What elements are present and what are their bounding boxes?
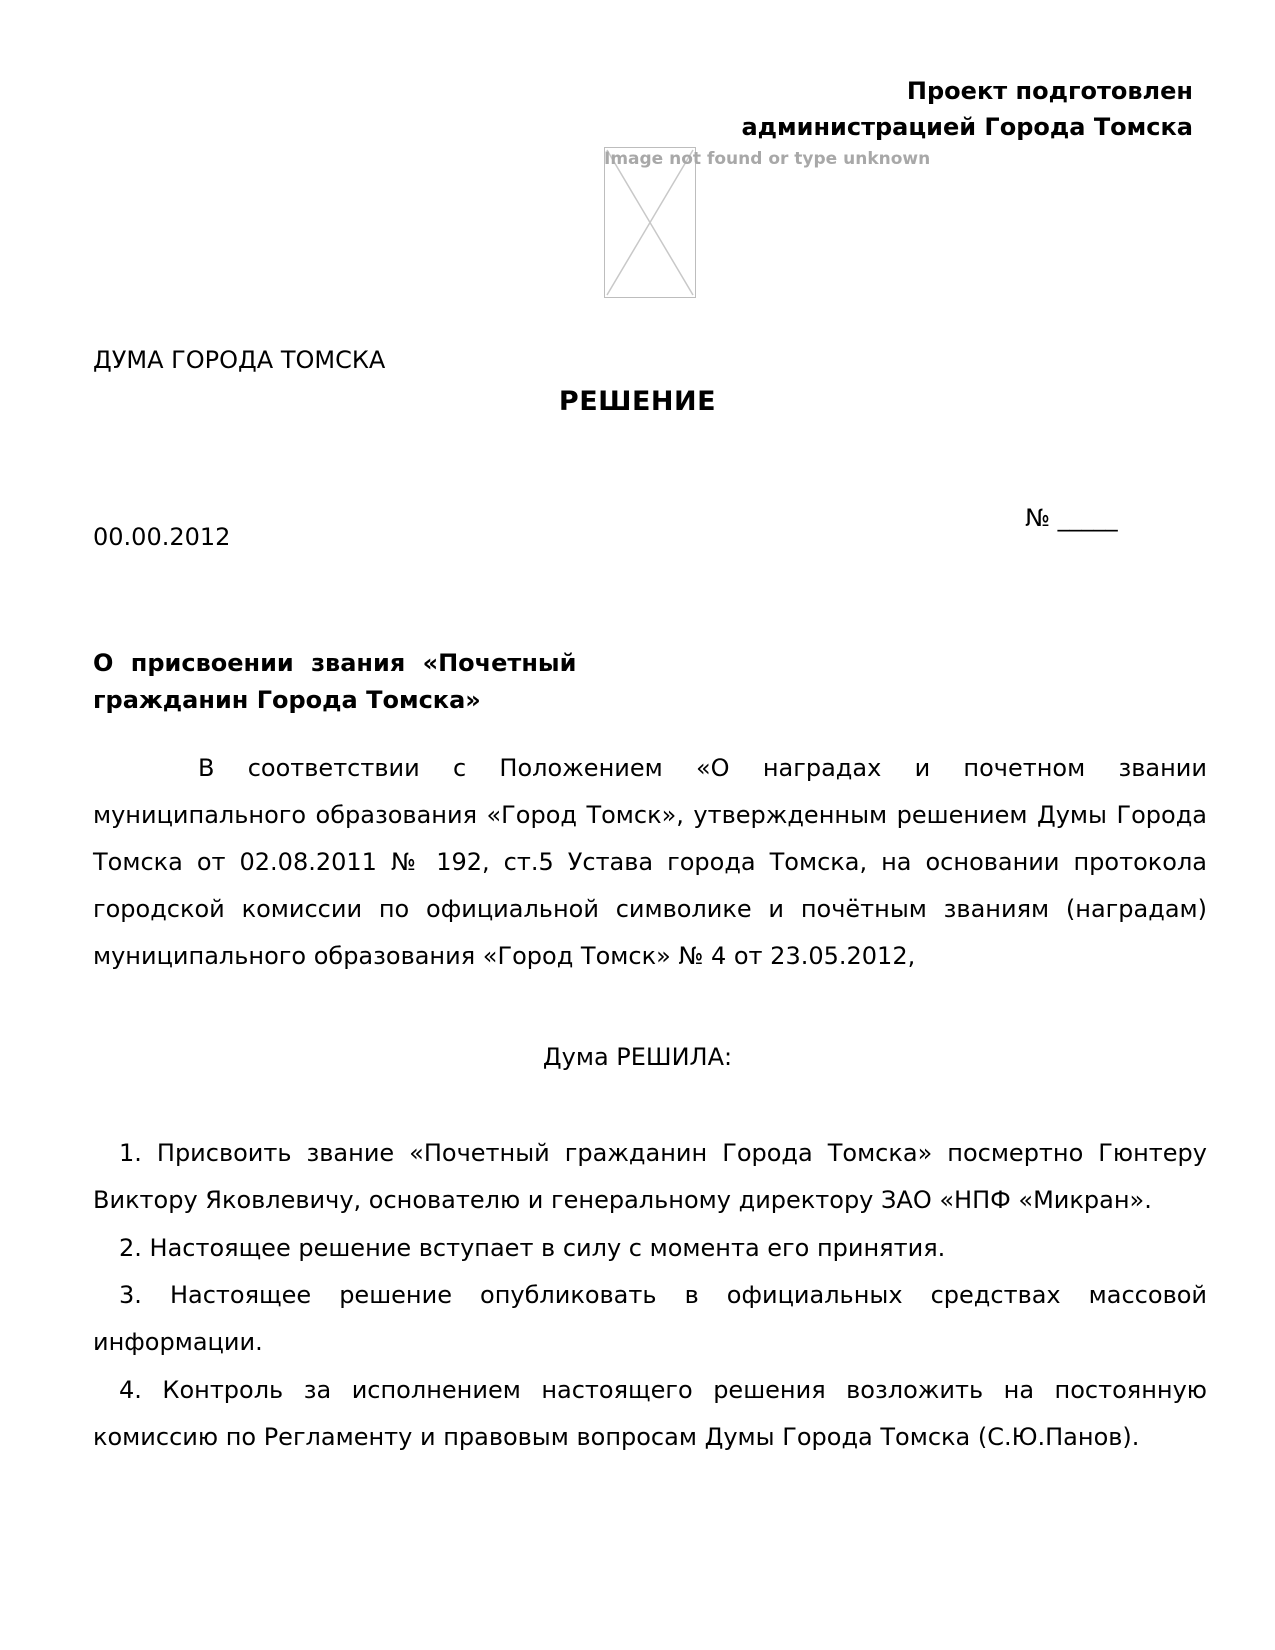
document-subject [93,645,653,719]
council-name: ДУМА ГОРОДА ТОМСКА [93,346,386,374]
document-number: № _____ [1025,504,1118,532]
document-title: РЕШЕНИЕ [558,386,717,417]
document-date: 00.00.2012 [93,523,231,551]
broken-image-icon [604,147,696,298]
resolution-heading: Дума РЕШИЛА: [542,1043,733,1071]
resolution-item: 2. Настоящее решение вступает в силу с момента его принятия. [119,1234,946,1262]
resolution-item: 3. Настоящее решение опубликовать в официальных средствах массовой информации. [93,1281,1207,1356]
resolution-item: 1. Присвоить звание «Почетный гражданин Города Томска» посмертно Гюнтеру Виктору Яковлевичу, основателю и генеральному директору ЗАО «НПФ «Микран». [93,1139,1207,1214]
preamble-paragraph: В соответствии с Положением «О наградах и почетном звании муниципального образования «Город Томск», утвержденным решением Думы Города Томска от 02.08.2011 № 192, ст.5 Устава города Томска, на основании протокола городской комиссии по официальной символике и почётным званиям (наградам) муниципального образования «Город Томск» № 4 от 23.05.2012, [93,754,1207,970]
header-line-2: администрацией Города Томска [741,113,1193,141]
header-line-1: Проект подготовлен [906,77,1193,105]
broken-image-cross [605,148,695,297]
subject-line-1: О присвоении звания «Почетный [93,649,577,677]
resolution-item: 4. Контроль за исполнением настоящего решения возложить на постоянную комиссию по Регламенту и правовым вопросам Думы Города Томска (С.Ю.Панов). [93,1376,1207,1451]
subject-line-2: гражданин Города Томска» [93,686,481,714]
broken-image-alt-text: Image not found or type unknown [604,149,931,169]
